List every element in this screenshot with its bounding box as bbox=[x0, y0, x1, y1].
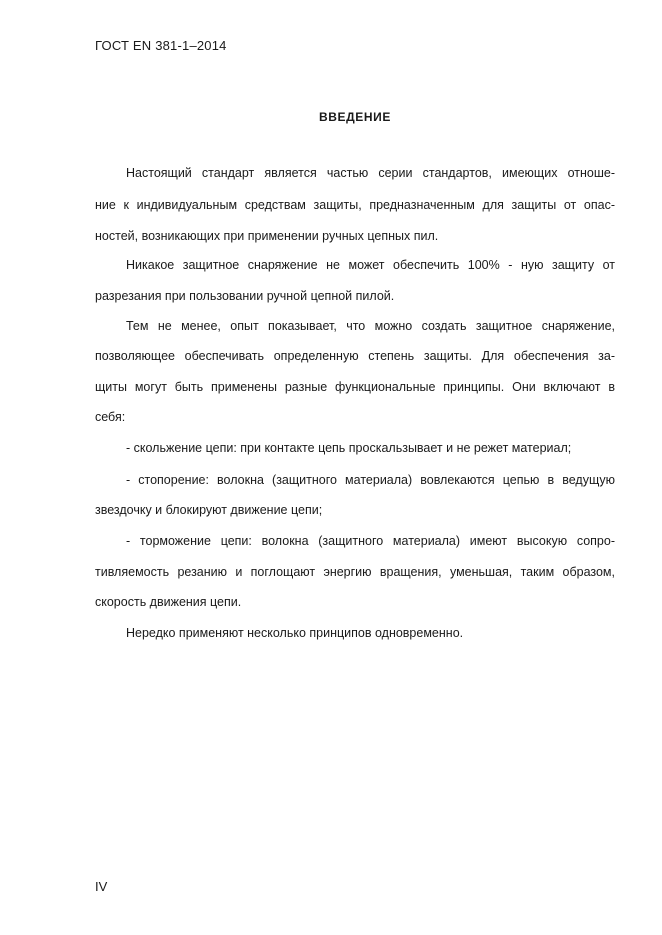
paragraph-3-line-4: себя: bbox=[95, 410, 126, 424]
list-item-3-line-1: - торможение цепи: волокна (защитного материала) имеют высокую сопро- bbox=[126, 534, 615, 548]
paragraph-2-line-2: разрезания при пользовании ручной цепной пилой. bbox=[95, 289, 395, 303]
paragraph-1-line-3: ностей, возникающих при применении ручных цепных пил. bbox=[95, 229, 439, 243]
list-item-2-line-1: - стопорение: волокна (защитного материала) вовлекаются цепью в ведущую bbox=[126, 473, 615, 487]
document-code-header: ГОСТ EN 381-1–2014 bbox=[95, 38, 227, 53]
list-item-1-line-1: - скольжение цепи: при контакте цепь проскальзывает и не режет материал; bbox=[126, 441, 572, 455]
paragraph-2-line-1: Никакое защитное снаряжение не может обеспечить 100% - ную защиту от bbox=[126, 258, 615, 272]
paragraph-3-line-3: щиты могут быть применены разные функциональные принципы. Они включают в bbox=[95, 380, 615, 394]
paragraph-1-line-1: Настоящий стандарт является частью серии стандартов, имеющих отноше- bbox=[126, 166, 615, 180]
list-item-3-line-2: тивляемость резанию и поглощают энергию вращения, уменьшая, таким образом, bbox=[95, 565, 615, 579]
section-title: ВВЕДЕНИЕ bbox=[319, 110, 391, 124]
paragraph-4-line-1: Нередко применяют несколько принципов одновременно. bbox=[126, 626, 464, 640]
list-item-2-line-2: звездочку и блокируют движение цепи; bbox=[95, 503, 323, 517]
paragraph-3-line-1: Тем не менее, опыт показывает, что можно создать защитное снаряжение, bbox=[126, 319, 615, 333]
paragraph-1-line-2: ние к индивидуальным средствам защиты, предназначенным для защиты от опас- bbox=[95, 198, 615, 212]
paragraph-3-line-2: позволяющее обеспечивать определенную степень защиты. Для обеспечения за- bbox=[95, 349, 615, 363]
page-number: IV bbox=[95, 879, 108, 894]
list-item-3-line-3: скорость движения цепи. bbox=[95, 595, 242, 609]
